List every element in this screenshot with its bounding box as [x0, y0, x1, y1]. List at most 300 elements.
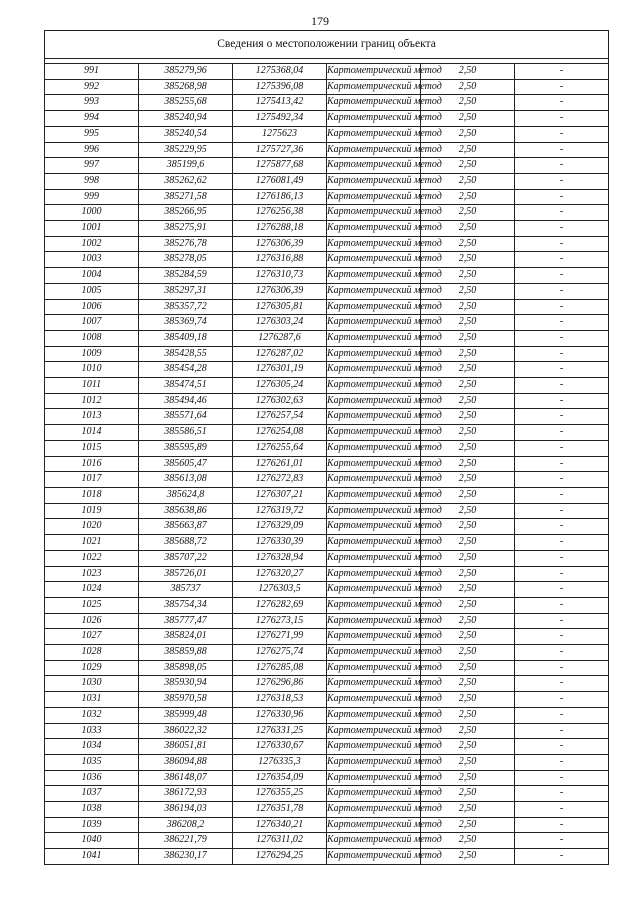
point-number-cell: 1037: [45, 786, 139, 802]
point-number-cell: 1041: [45, 849, 139, 865]
method-cell: Картометрический метод: [327, 613, 421, 629]
description-cell: -: [515, 487, 609, 503]
y-coordinate-cell: 1276294,25: [233, 849, 327, 865]
accuracy-cell: 2,50: [421, 346, 515, 362]
y-coordinate-cell: 1276282,69: [233, 597, 327, 613]
table-row: [45, 221, 609, 237]
y-coordinate-cell: 1276305,24: [233, 378, 327, 394]
accuracy-cell: 2,50: [421, 613, 515, 629]
table-row: [45, 283, 609, 299]
accuracy-cell: 2,50: [421, 378, 515, 394]
description-cell: -: [515, 739, 609, 755]
y-coordinate-cell: 1276287,02: [233, 346, 327, 362]
description-cell: -: [515, 425, 609, 441]
accuracy-cell: 2,50: [421, 393, 515, 409]
point-number-cell: 994: [45, 111, 139, 127]
table-row: [45, 597, 609, 613]
description-cell: -: [515, 833, 609, 849]
method-cell: Картометрический метод: [327, 142, 421, 158]
point-number-cell: 992: [45, 79, 139, 95]
x-coordinate-cell: 385737: [139, 582, 233, 598]
method-cell: Картометрический метод: [327, 252, 421, 268]
point-number-cell: 1024: [45, 582, 139, 598]
table-row: [45, 519, 609, 535]
method-cell: Картометрический метод: [327, 315, 421, 331]
method-cell: Картометрический метод: [327, 393, 421, 409]
point-number-cell: 993: [45, 95, 139, 111]
table-row: [45, 707, 609, 723]
accuracy-cell: 2,50: [421, 409, 515, 425]
table-row: [45, 550, 609, 566]
method-cell: Картометрический метод: [327, 330, 421, 346]
y-coordinate-cell: 1275623: [233, 126, 327, 142]
x-coordinate-cell: 385240,54: [139, 126, 233, 142]
y-coordinate-cell: 1276186,13: [233, 189, 327, 205]
table-row: [45, 456, 609, 472]
point-number-cell: 1032: [45, 707, 139, 723]
point-number-cell: 1007: [45, 315, 139, 331]
x-coordinate-cell: 386022,32: [139, 723, 233, 739]
description-cell: -: [515, 158, 609, 174]
table-row: [45, 142, 609, 158]
y-coordinate-cell: 1276302,63: [233, 393, 327, 409]
point-number-cell: 1009: [45, 346, 139, 362]
description-cell: -: [515, 299, 609, 315]
y-coordinate-cell: 1276305,81: [233, 299, 327, 315]
method-cell: Картометрический метод: [327, 299, 421, 315]
table-row: [45, 189, 609, 205]
accuracy-cell: 2,50: [421, 535, 515, 551]
x-coordinate-cell: 385276,78: [139, 236, 233, 252]
point-number-cell: 991: [45, 64, 139, 80]
y-coordinate-cell: 1276287,6: [233, 330, 327, 346]
table-row: [45, 346, 609, 362]
table-row: [45, 566, 609, 582]
y-coordinate-cell: 1276316,88: [233, 252, 327, 268]
point-number-cell: 1005: [45, 283, 139, 299]
table-row: [45, 205, 609, 221]
point-number-cell: 1002: [45, 236, 139, 252]
method-cell: Картометрический метод: [327, 849, 421, 865]
x-coordinate-cell: 385278,05: [139, 252, 233, 268]
method-cell: Картометрический метод: [327, 126, 421, 142]
point-number-cell: 1026: [45, 613, 139, 629]
table-row: [45, 692, 609, 708]
x-coordinate-cell: 386172,93: [139, 786, 233, 802]
description-cell: -: [515, 189, 609, 205]
description-cell: -: [515, 95, 609, 111]
table-row: [45, 425, 609, 441]
point-number-cell: 1015: [45, 440, 139, 456]
table-row: [45, 173, 609, 189]
point-number-cell: 1040: [45, 833, 139, 849]
y-coordinate-cell: 1276254,08: [233, 425, 327, 441]
accuracy-cell: 2,50: [421, 707, 515, 723]
description-cell: -: [515, 566, 609, 582]
y-coordinate-cell: 1276328,94: [233, 550, 327, 566]
accuracy-cell: 2,50: [421, 330, 515, 346]
y-coordinate-cell: 1276340,21: [233, 817, 327, 833]
accuracy-cell: 2,50: [421, 456, 515, 472]
point-number-cell: 1008: [45, 330, 139, 346]
point-number-cell: 1003: [45, 252, 139, 268]
y-coordinate-cell: 1276275,74: [233, 645, 327, 661]
accuracy-cell: 2,50: [421, 268, 515, 284]
accuracy-cell: 2,50: [421, 503, 515, 519]
x-coordinate-cell: 385357,72: [139, 299, 233, 315]
table-row: [45, 330, 609, 346]
method-cell: Картометрический метод: [327, 409, 421, 425]
accuracy-cell: 2,50: [421, 660, 515, 676]
table-row: [45, 236, 609, 252]
description-cell: -: [515, 770, 609, 786]
table-row: [45, 440, 609, 456]
accuracy-cell: 2,50: [421, 173, 515, 189]
x-coordinate-cell: 385271,58: [139, 189, 233, 205]
description-cell: -: [515, 503, 609, 519]
point-number-cell: 997: [45, 158, 139, 174]
description-cell: -: [515, 440, 609, 456]
method-cell: Картометрический метод: [327, 582, 421, 598]
method-cell: Картометрический метод: [327, 676, 421, 692]
x-coordinate-cell: 385284,59: [139, 268, 233, 284]
method-cell: Картометрический метод: [327, 535, 421, 551]
description-cell: -: [515, 142, 609, 158]
y-coordinate-cell: 1276319,72: [233, 503, 327, 519]
method-cell: Картометрический метод: [327, 158, 421, 174]
y-coordinate-cell: 1275492,34: [233, 111, 327, 127]
description-cell: -: [515, 472, 609, 488]
point-number-cell: 1031: [45, 692, 139, 708]
point-number-cell: 1021: [45, 535, 139, 551]
x-coordinate-cell: 385859,88: [139, 645, 233, 661]
x-coordinate-cell: 386148,07: [139, 770, 233, 786]
method-cell: Картометрический метод: [327, 64, 421, 80]
y-coordinate-cell: 1276330,67: [233, 739, 327, 755]
method-cell: Картометрический метод: [327, 723, 421, 739]
description-cell: -: [515, 676, 609, 692]
x-coordinate-cell: 385428,55: [139, 346, 233, 362]
point-number-cell: 1004: [45, 268, 139, 284]
point-number-cell: 1038: [45, 802, 139, 818]
y-coordinate-cell: 1276255,64: [233, 440, 327, 456]
y-coordinate-cell: 1275877,68: [233, 158, 327, 174]
x-coordinate-cell: 385613,08: [139, 472, 233, 488]
accuracy-cell: 2,50: [421, 79, 515, 95]
accuracy-cell: 2,50: [421, 597, 515, 613]
accuracy-cell: 2,50: [421, 723, 515, 739]
point-number-cell: 1010: [45, 362, 139, 378]
method-cell: Картометрический метод: [327, 739, 421, 755]
description-cell: -: [515, 692, 609, 708]
y-coordinate-cell: 1276307,21: [233, 487, 327, 503]
accuracy-cell: 2,50: [421, 582, 515, 598]
y-coordinate-cell: 1276261,01: [233, 456, 327, 472]
description-cell: -: [515, 723, 609, 739]
y-coordinate-cell: 1275396,08: [233, 79, 327, 95]
method-cell: Картометрический метод: [327, 173, 421, 189]
table-row: [45, 393, 609, 409]
point-number-cell: 1028: [45, 645, 139, 661]
y-coordinate-cell: 1276306,39: [233, 236, 327, 252]
accuracy-cell: 2,50: [421, 739, 515, 755]
x-coordinate-cell: 385571,64: [139, 409, 233, 425]
description-cell: -: [515, 629, 609, 645]
description-cell: -: [515, 126, 609, 142]
x-coordinate-cell: 385297,31: [139, 283, 233, 299]
description-cell: -: [515, 330, 609, 346]
description-cell: -: [515, 550, 609, 566]
point-number-cell: 1029: [45, 660, 139, 676]
y-coordinate-cell: 1276081,49: [233, 173, 327, 189]
x-coordinate-cell: 386221,79: [139, 833, 233, 849]
method-cell: Картометрический метод: [327, 283, 421, 299]
table-row: [45, 299, 609, 315]
table-row: [45, 676, 609, 692]
y-coordinate-cell: 1276272,83: [233, 472, 327, 488]
accuracy-cell: 2,50: [421, 754, 515, 770]
method-cell: Картометрический метод: [327, 189, 421, 205]
x-coordinate-cell: 386051,81: [139, 739, 233, 755]
method-cell: Картометрический метод: [327, 268, 421, 284]
x-coordinate-cell: 385268,98: [139, 79, 233, 95]
x-coordinate-cell: 385240,94: [139, 111, 233, 127]
method-cell: Картометрический метод: [327, 456, 421, 472]
method-cell: Картометрический метод: [327, 503, 421, 519]
point-number-cell: 1014: [45, 425, 139, 441]
accuracy-cell: 2,50: [421, 566, 515, 582]
table-row: [45, 817, 609, 833]
y-coordinate-cell: 1276257,54: [233, 409, 327, 425]
method-cell: Картометрический метод: [327, 597, 421, 613]
method-cell: Картометрический метод: [327, 519, 421, 535]
table-row: [45, 833, 609, 849]
x-coordinate-cell: 385229,95: [139, 142, 233, 158]
x-coordinate-cell: 386208,2: [139, 817, 233, 833]
accuracy-cell: 2,50: [421, 802, 515, 818]
x-coordinate-cell: 385275,91: [139, 221, 233, 237]
description-cell: -: [515, 582, 609, 598]
method-cell: Картометрический метод: [327, 79, 421, 95]
accuracy-cell: 2,50: [421, 95, 515, 111]
y-coordinate-cell: 1276318,53: [233, 692, 327, 708]
accuracy-cell: 2,50: [421, 472, 515, 488]
y-coordinate-cell: 1276354,09: [233, 770, 327, 786]
accuracy-cell: 2,50: [421, 676, 515, 692]
y-coordinate-cell: 1276310,73: [233, 268, 327, 284]
table-row: [45, 64, 609, 80]
x-coordinate-cell: 385930,94: [139, 676, 233, 692]
x-coordinate-cell: 385369,74: [139, 315, 233, 331]
table-row: [45, 582, 609, 598]
description-cell: -: [515, 393, 609, 409]
x-coordinate-cell: 385638,86: [139, 503, 233, 519]
point-number-cell: 1025: [45, 597, 139, 613]
accuracy-cell: 2,50: [421, 189, 515, 205]
table-row: [45, 487, 609, 503]
coordinates-table: [44, 30, 609, 865]
accuracy-cell: 2,50: [421, 817, 515, 833]
method-cell: Картометрический метод: [327, 487, 421, 503]
point-number-cell: 1035: [45, 754, 139, 770]
method-cell: Картометрический метод: [327, 221, 421, 237]
method-cell: Картометрический метод: [327, 660, 421, 676]
x-coordinate-cell: 385586,51: [139, 425, 233, 441]
x-coordinate-cell: 385199,6: [139, 158, 233, 174]
table-row: [45, 252, 609, 268]
point-number-cell: 1012: [45, 393, 139, 409]
method-cell: Картометрический метод: [327, 692, 421, 708]
point-number-cell: 1027: [45, 629, 139, 645]
point-number-cell: 1001: [45, 221, 139, 237]
y-coordinate-cell: 1276355,25: [233, 786, 327, 802]
description-cell: -: [515, 205, 609, 221]
accuracy-cell: 2,50: [421, 770, 515, 786]
y-coordinate-cell: 1276335,3: [233, 754, 327, 770]
accuracy-cell: 2,50: [421, 315, 515, 331]
accuracy-cell: 2,50: [421, 645, 515, 661]
x-coordinate-cell: 385279,96: [139, 64, 233, 80]
description-cell: -: [515, 79, 609, 95]
method-cell: Картометрический метод: [327, 629, 421, 645]
table-row: [45, 378, 609, 394]
section-title: Сведения о местоположении границ объекта: [45, 31, 609, 59]
point-number-cell: 1006: [45, 299, 139, 315]
point-number-cell: 1030: [45, 676, 139, 692]
accuracy-cell: 2,50: [421, 221, 515, 237]
x-coordinate-cell: 385454,28: [139, 362, 233, 378]
point-number-cell: 1018: [45, 487, 139, 503]
table-row: [45, 362, 609, 378]
point-number-cell: 999: [45, 189, 139, 205]
section-title-row: [45, 31, 609, 59]
accuracy-cell: 2,50: [421, 205, 515, 221]
accuracy-cell: 2,50: [421, 849, 515, 865]
method-cell: Картометрический метод: [327, 378, 421, 394]
accuracy-cell: 2,50: [421, 519, 515, 535]
y-coordinate-cell: 1275413,42: [233, 95, 327, 111]
x-coordinate-cell: 385474,51: [139, 378, 233, 394]
table-row: [45, 754, 609, 770]
point-number-cell: 1019: [45, 503, 139, 519]
table-row: [45, 79, 609, 95]
accuracy-cell: 2,50: [421, 126, 515, 142]
method-cell: Картометрический метод: [327, 566, 421, 582]
accuracy-cell: 2,50: [421, 64, 515, 80]
point-number-cell: 1017: [45, 472, 139, 488]
x-coordinate-cell: 385754,34: [139, 597, 233, 613]
x-coordinate-cell: 385605,47: [139, 456, 233, 472]
table-row: [45, 535, 609, 551]
point-number-cell: 996: [45, 142, 139, 158]
method-cell: Картометрический метод: [327, 111, 421, 127]
accuracy-cell: 2,50: [421, 440, 515, 456]
x-coordinate-cell: 386230,17: [139, 849, 233, 865]
x-coordinate-cell: 385494,46: [139, 393, 233, 409]
y-coordinate-cell: 1276311,02: [233, 833, 327, 849]
y-coordinate-cell: 1276285,08: [233, 660, 327, 676]
x-coordinate-cell: 385688,72: [139, 535, 233, 551]
method-cell: Картометрический метод: [327, 707, 421, 723]
table-row: [45, 770, 609, 786]
table-row: [45, 786, 609, 802]
accuracy-cell: 2,50: [421, 252, 515, 268]
accuracy-cell: 2,50: [421, 487, 515, 503]
y-coordinate-cell: 1276330,39: [233, 535, 327, 551]
description-cell: -: [515, 535, 609, 551]
method-cell: Картометрический метод: [327, 205, 421, 221]
description-cell: -: [515, 707, 609, 723]
y-coordinate-cell: 1276301,19: [233, 362, 327, 378]
method-cell: Картометрический метод: [327, 346, 421, 362]
description-cell: -: [515, 252, 609, 268]
method-cell: Картометрический метод: [327, 802, 421, 818]
table-row: [45, 629, 609, 645]
point-number-cell: 998: [45, 173, 139, 189]
description-cell: -: [515, 283, 609, 299]
accuracy-cell: 2,50: [421, 158, 515, 174]
x-coordinate-cell: 385595,89: [139, 440, 233, 456]
x-coordinate-cell: 386194,03: [139, 802, 233, 818]
description-cell: -: [515, 597, 609, 613]
table-row: [45, 472, 609, 488]
point-number-cell: 1013: [45, 409, 139, 425]
description-cell: -: [515, 660, 609, 676]
table-row: [45, 268, 609, 284]
y-coordinate-cell: 1276351,78: [233, 802, 327, 818]
method-cell: Картометрический метод: [327, 362, 421, 378]
y-coordinate-cell: 1276320,27: [233, 566, 327, 582]
table-row: [45, 409, 609, 425]
description-cell: -: [515, 378, 609, 394]
point-number-cell: 1034: [45, 739, 139, 755]
table-row: [45, 645, 609, 661]
description-cell: -: [515, 409, 609, 425]
x-coordinate-cell: 385262,62: [139, 173, 233, 189]
y-coordinate-cell: 1276271,99: [233, 629, 327, 645]
y-coordinate-cell: 1276331,25: [233, 723, 327, 739]
description-cell: -: [515, 786, 609, 802]
description-cell: -: [515, 802, 609, 818]
method-cell: Картометрический метод: [327, 440, 421, 456]
description-cell: -: [515, 221, 609, 237]
method-cell: Картометрический метод: [327, 754, 421, 770]
table-row: [45, 613, 609, 629]
x-coordinate-cell: 385898,05: [139, 660, 233, 676]
point-number-cell: 1023: [45, 566, 139, 582]
point-number-cell: 1011: [45, 378, 139, 394]
method-cell: Картометрический метод: [327, 95, 421, 111]
y-coordinate-cell: 1275727,36: [233, 142, 327, 158]
point-number-cell: 1000: [45, 205, 139, 221]
accuracy-cell: 2,50: [421, 142, 515, 158]
y-coordinate-cell: 1276256,38: [233, 205, 327, 221]
description-cell: -: [515, 315, 609, 331]
y-coordinate-cell: 1276303,24: [233, 315, 327, 331]
description-cell: -: [515, 173, 609, 189]
point-number-cell: 1016: [45, 456, 139, 472]
x-coordinate-cell: 385409,18: [139, 330, 233, 346]
accuracy-cell: 2,50: [421, 833, 515, 849]
description-cell: -: [515, 268, 609, 284]
table-row: [45, 95, 609, 111]
accuracy-cell: 2,50: [421, 550, 515, 566]
accuracy-cell: 2,50: [421, 283, 515, 299]
point-number-cell: 1036: [45, 770, 139, 786]
table-row: [45, 802, 609, 818]
method-cell: Картометрический метод: [327, 817, 421, 833]
description-cell: -: [515, 519, 609, 535]
